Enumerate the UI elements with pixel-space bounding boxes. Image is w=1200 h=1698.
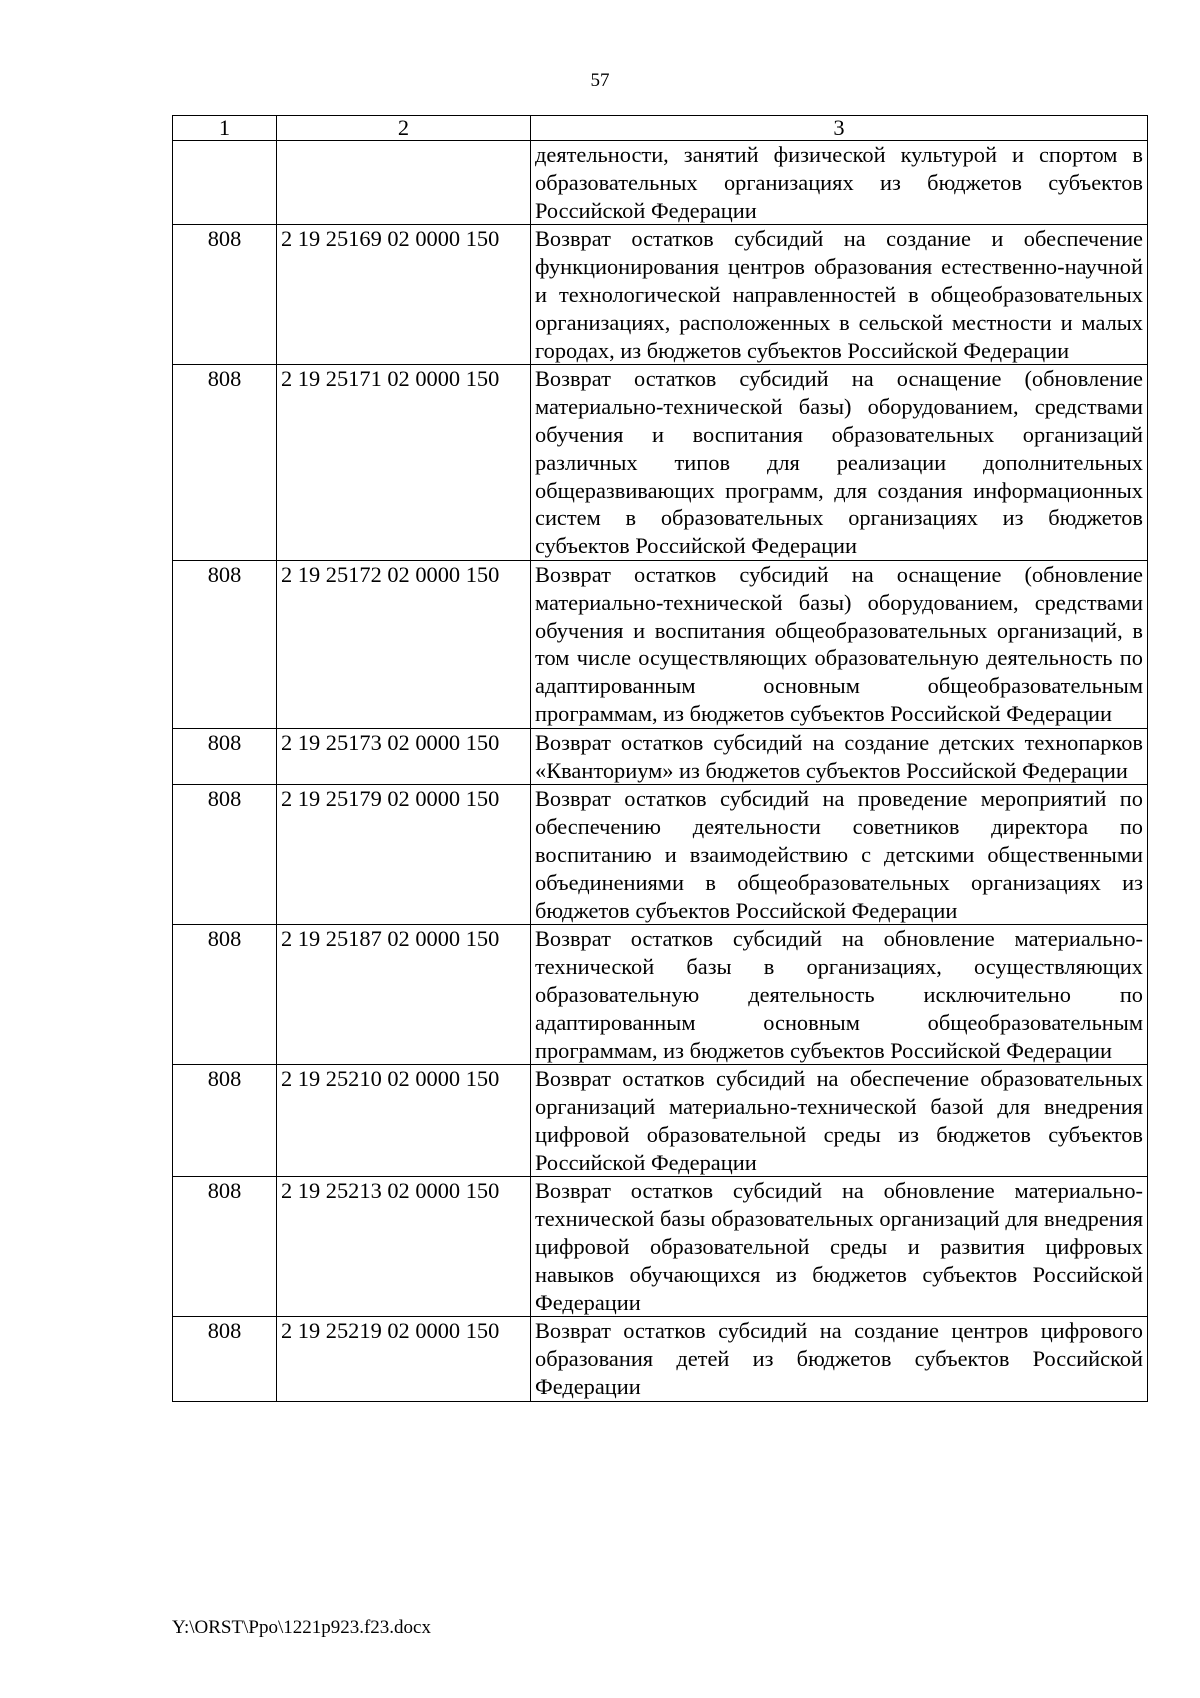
kbk-code-cell: 2 19 25172 02 0000 150 [277,560,531,728]
admin-code-cell: 808 [173,225,277,365]
kbk-code-cell: 2 19 25179 02 0000 150 [277,785,531,925]
admin-code-cell: 808 [173,785,277,925]
description-cell: деятельности, занятий физической культурой и спортом в образовательных организациях из бюджетов субъектов Российской Федерации [531,141,1148,225]
table-row [173,785,1148,925]
table-row [173,365,1148,561]
table-row [173,141,1148,225]
admin-code-cell: 808 [173,1065,277,1177]
budget-classification-table [172,115,1148,1402]
table-row [173,1317,1148,1401]
table-row [173,560,1148,728]
kbk-code-cell: 2 19 25173 02 0000 150 [277,728,531,785]
column-header-2: 2 [277,116,531,141]
kbk-code-cell: 2 19 25210 02 0000 150 [277,1065,531,1177]
table-body [173,141,1148,1402]
page-number: 57 [590,70,610,91]
kbk-code-cell: 2 19 25171 02 0000 150 [277,365,531,561]
description-cell: Возврат остатков субсидий на обновление материально-технической базы образовательных организаций для внедрения цифровой образовательной среды и развития цифровых навыков обучающихся из бюджетов субъектов Российской Федерации [531,1177,1148,1317]
column-header-3: 3 [531,116,1148,141]
description-cell: Возврат остатков субсидий на оснащение (обновление материально-технической базы) оборудованием, средствами обучения и воспитания общеобразовательных организаций, в том числе осуществляющих образовательную деятельность по адаптированным основным общеобразовательным программам, из бюджетов субъектов Российской Федерации [531,560,1148,728]
kbk-code-cell: 2 19 25213 02 0000 150 [277,1177,531,1317]
admin-code-cell: 808 [173,1177,277,1317]
description-cell: Возврат остатков субсидий на проведение мероприятий по обеспечению деятельности советников директора по воспитанию и взаимодействию с детскими общественными объединениями в общеобразовательных организациях из бюджетов субъектов Российской Федерации [531,785,1148,925]
column-header-1: 1 [173,116,277,141]
description-cell: Возврат остатков субсидий на обеспечение образовательных организаций материально-технической базой для внедрения цифровой образовательной среды из бюджетов субъектов Российской Федерации [531,1065,1148,1177]
kbk-code-cell: 2 19 25169 02 0000 150 [277,225,531,365]
footer-file-path: Y:\ORST\Ppo\1221p923.f23.docx [172,1617,431,1638]
description-cell: Возврат остатков субсидий на обновление материально-технической базы в организациях, осуществляющих образовательную деятельность исключительно по адаптированным основным общеобразовательным программам, из бюджетов субъектов Российской Федерации [531,925,1148,1065]
kbk-code-cell: 2 19 25219 02 0000 150 [277,1317,531,1401]
description-cell: Возврат остатков субсидий на оснащение (обновление материально-технической базы) оборудованием, средствами обучения и воспитания образовательных организаций различных типов для реализации дополнительных общеразвивающих программ, для создания информационных систем в образовательных организациях из бюджетов субъектов Российской Федерации [531,365,1148,561]
table-header [173,116,1148,141]
admin-code-cell: 808 [173,1317,277,1401]
table-row [173,1065,1148,1177]
admin-code-cell [173,141,277,225]
description-cell: Возврат остатков субсидий на создание центров цифрового образования детей из бюджетов субъектов Российской Федерации [531,1317,1148,1401]
table-row [173,728,1148,785]
admin-code-cell: 808 [173,925,277,1065]
description-cell: Возврат остатков субсидий на создание и обеспечение функционирования центров образования естественно-научной и технологической направленностей в общеобразовательных организациях, расположенных в сельской местности и малых городах, из бюджетов субъектов Российской Федерации [531,225,1148,365]
admin-code-cell: 808 [173,728,277,785]
header-row [173,116,1148,141]
table-row [173,225,1148,365]
description-cell: Возврат остатков субсидий на создание детских технопарков «Кванториум» из бюджетов субъектов Российской Федерации [531,728,1148,785]
admin-code-cell: 808 [173,365,277,561]
kbk-code-cell [277,141,531,225]
table-row [173,925,1148,1065]
kbk-code-cell: 2 19 25187 02 0000 150 [277,925,531,1065]
table-row [173,1177,1148,1317]
admin-code-cell: 808 [173,560,277,728]
